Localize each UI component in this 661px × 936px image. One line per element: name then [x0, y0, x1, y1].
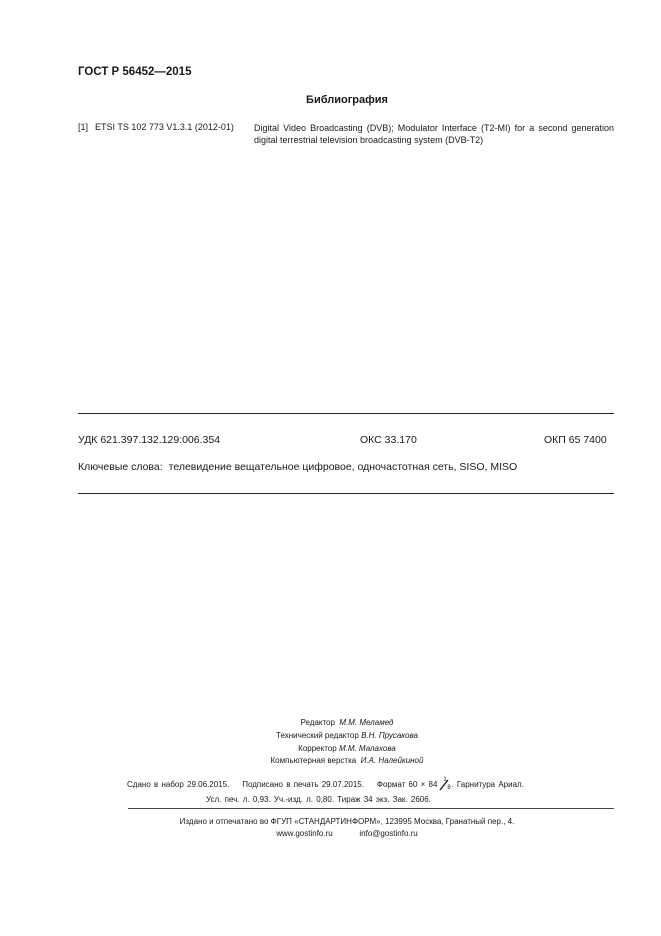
imprint-address: Издано и отпечатано во ФГУП «СТАНДАРТИНФОРМ», 123995 Москва, Гранатный пер., 4. [179, 817, 515, 826]
signed-date: Подписано в печать 29.07.2015. [242, 780, 364, 790]
email-link[interactable]: info@gostinfo.ru [359, 829, 418, 838]
imprint-contacts [0, 829, 661, 838]
tech-editor-name: В.Н. Прусакова [361, 731, 418, 740]
fraction-denominator: 8 [447, 785, 451, 791]
tech-editor-label: Технический редактор [276, 731, 359, 740]
keywords-label: Ключевые слова: [78, 461, 163, 473]
publishing-line-1 [127, 777, 524, 791]
bibliography-title: Библиография [306, 94, 388, 106]
credit-tech-editor [0, 731, 661, 740]
bibliography-entry-number: [1] [78, 122, 89, 132]
udk-code: УДК 621.397.132.129:006.354 [78, 434, 221, 446]
corrector-label: Корректор [298, 744, 337, 753]
credit-editor [0, 718, 661, 727]
document-header: ГОСТ Р 56452—2015 [78, 66, 192, 78]
publishing-line-2: Усл. печ. л. 0,93. Уч.-изд. л. 0,80. Тираж 34 экз. Зак. 2606. [206, 795, 431, 804]
paper-format: Формат 60 × 84 [376, 780, 438, 790]
bibliography-entry-text: Digital Video Broadcasting (DVB); Modulator Interface (T2-MI) for a second generation digital terrestrial television broadcasting system (DVB-T2) [254, 123, 614, 145]
editor-name: М.М. Меламед [339, 718, 394, 727]
oks-code: ОКС 33.170 [360, 434, 417, 446]
layout-label: Компьютерная верстка [270, 756, 357, 765]
typeface: . Гарнитура Ариал. [451, 780, 524, 790]
editor-label: Редактор [300, 718, 335, 727]
bottom-divider [78, 493, 614, 494]
layout-name: И.А. Налейкиной [360, 756, 424, 765]
bibliography-entry-code: ETSI TS 102 773 V1.3.1 (2012-01) [95, 122, 234, 132]
fraction-numerator: 1 [443, 777, 447, 783]
keywords-line [78, 461, 517, 473]
okp-code: ОКП 65 7400 [544, 434, 607, 446]
imprint-divider [128, 808, 614, 809]
submitted-date: Сдано в набор 29.06.2015. [127, 780, 230, 790]
keywords-text: телевидение вещательное цифровое, одночастотная сеть, SISO, MISO [168, 461, 518, 473]
top-divider [78, 413, 614, 414]
corrector-name: М.М. Малахова [338, 744, 396, 753]
website-link[interactable]: www.gostinfo.ru [276, 829, 333, 838]
format-fraction [437, 777, 451, 791]
credit-corrector [0, 744, 661, 753]
credit-layout [0, 756, 661, 765]
